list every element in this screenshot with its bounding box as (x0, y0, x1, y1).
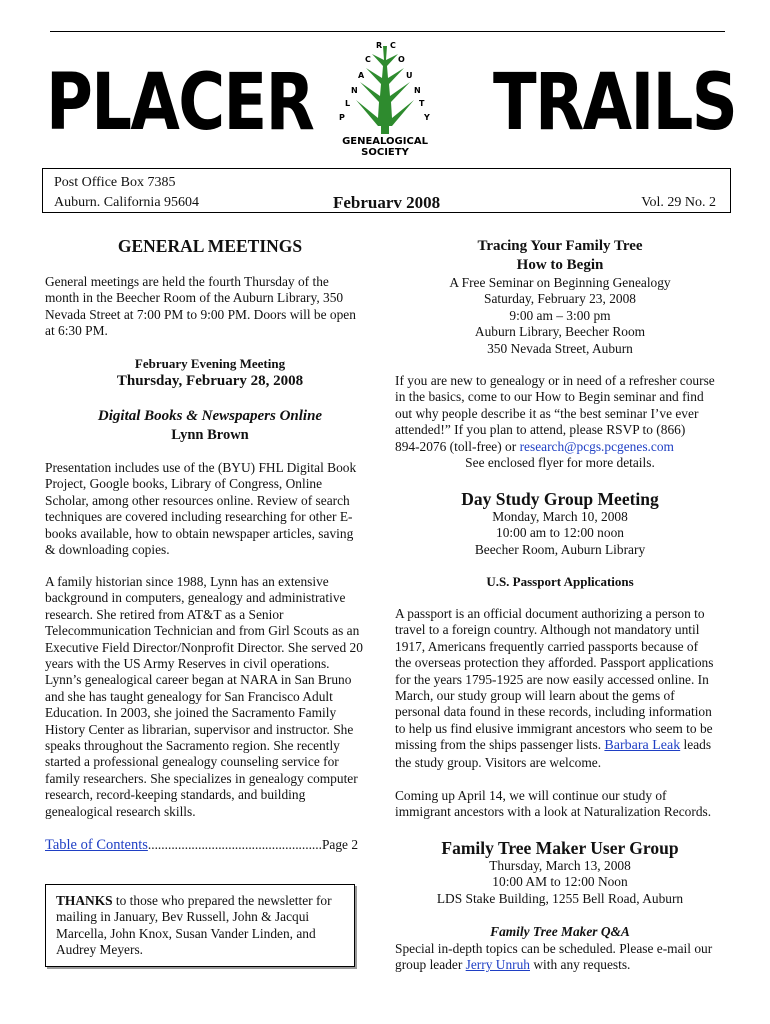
ftm-details: Thursday, March 13, 2008 10:00 AM to 12:00 Noon LDS Stake Building, 1255 Bell Road, Auburn (436, 858, 684, 906)
logo-letter: U (406, 71, 413, 80)
volume-number: Vol. 29 No. 2 (641, 195, 716, 210)
speaker-name: Lynn Brown (171, 427, 249, 443)
jerry-unruh-link[interactable]: Jerry Unruh (465, 957, 530, 973)
logo-letter: O (398, 55, 405, 64)
logo-letter: A (358, 71, 365, 80)
logo-letter: N (414, 86, 421, 95)
study-group-heading: Day Study Group Meeting (461, 489, 659, 509)
evening-meeting-label: February Evening Meeting (134, 356, 286, 371)
logo-text-society: SOCIETY (361, 147, 409, 158)
tree-trunk (381, 118, 389, 134)
seminar-details: A Free Seminar on Beginning Genealogy Saturday, February 23, 2008 9:00 am – 3:00 pm Auburn Library, Beecher Room 350 Nevada Street, Auburn (449, 275, 671, 356)
toc-line (45, 837, 380, 854)
passport-heading: U.S. Passport Applications (486, 574, 634, 589)
logo-letter: C (365, 55, 371, 64)
presentation-paragraph: Presentation includes use of the (BYU) FHL Digital Book Project, Google books, Library of Congress, Online Scholar, among other resources online. Review of search techniques are covered including researching for other E- books available, how to obtain newspaper articles, saving & downloading copies. (45, 460, 357, 558)
logo-letter: R (376, 41, 383, 50)
toc-page: Page 2 (321, 837, 359, 852)
logo-letter: Y (424, 113, 430, 122)
upcoming-paragraph: Coming up April 14, we will continue our study of immigrant ancestors with a look at Naturalization Records. (395, 788, 712, 820)
rsvp-email-link[interactable]: research@pcgs.pcgenes.com (519, 438, 674, 454)
toc-link[interactable]: Table of Contents (45, 837, 148, 853)
seminar-title-2: How to Begin (516, 257, 604, 273)
thanks-bold: THANKS (56, 893, 113, 908)
logo-letter: T (419, 99, 425, 108)
study-group-details: Monday, March 10, 2008 10:00 am to 12:00 noon Beecher Room, Auburn Library (474, 509, 646, 557)
logo-letter: C (390, 41, 396, 50)
general-meetings-intro: General meetings are held the fourth Thursday of the month in the Beecher Room of the Auburn Library, 350 Nevada Street at 7:00 PM to 9:00 PM. Doors will be open at 6:30 PM. (45, 274, 356, 339)
info-box (42, 168, 731, 213)
barbara-leak-link[interactable]: Barbara Leak (604, 738, 681, 754)
masthead-left: PLACER (46, 58, 314, 148)
logo-letter: P (339, 113, 345, 122)
logo-letter: L (345, 99, 351, 108)
speaker-bio: A family historian since 1988, Lynn has an extensive background in computers, genealogy and administrative research. She retired from AT&T as a Senior Telecommunication Technician and from Girl Scouts as an Executive Field Director/Nonprofit Director. She served 20 years with the US Army Reserves in civil operations. Lynn’s genealogical career began at NARA in San Bruno and she has taught genealogy for San Francisco Adult Education. In 2003, she joined the Sacramento Family History Center as librarian, supervisor and instructor. She speaks throughout the Sacramento region. She recently started a professional genealogy counseling service for family researchers. She specializes in genealogy computer research, record-keeping standards, and building genealogical research skills. (45, 574, 363, 819)
ftm-qa-heading: Family Tree Maker Q&A (490, 924, 630, 939)
seminar-body: If you are new to genealogy or in need of a refresher course in the basics, come to our How to Begin seminar and find out why people describe it as “the best seminar I’ve ever attended!” If you plan to attend, please RSVP to (866) 894-2076 (toll-free) or research@pcgs.pcgenes.com See enclosed flyer for more details. (395, 373, 715, 471)
tree-logo (330, 38, 440, 160)
evening-meeting-date: Thursday, February 28, 2008 (116, 373, 304, 389)
issue-date: Februarv 2008 (333, 193, 441, 212)
top-rule (50, 31, 725, 32)
address-line-1: Post Office Box 7385 (54, 175, 176, 190)
address-line-2: Auburn. California 95604 (54, 195, 200, 210)
talk-title: Digital Books & Newspapers Online (97, 408, 323, 424)
ftm-heading: Family Tree Maker User Group (441, 838, 679, 858)
passport-body: A passport is an official document authorizing a person to travel to a foreign country. Although not mandatory until 1917, Americans frequently carried passports because of the overseas protection they afforded. Passport applications for the years 1795-1925 are now easily accessed online. In March, our study group will learn about the gems of personal data found in these records, including information to help us find elusive immigrant ancestors who seem to be missing from the ships passenger lists. Barbara Leak leads the study group. Visitors are welcome. (395, 606, 714, 770)
logo-letter: N (351, 86, 358, 95)
thanks-box: THANKS to those who prepared the newsletter for mailing in January, Bev Russell, John & Jacqui Marcella, John Knox, Susan Vander Linden, and Audrey Meyers. (45, 884, 355, 967)
toc-leader: .................................................... (147, 837, 322, 852)
general-meetings-heading: GENERAL MEETINGS (117, 236, 303, 256)
masthead-right: TRAILS (493, 58, 737, 148)
ftm-body: Special in-depth topics can be scheduled. Please e-mail our group leader Jerry Unruh with any requests. (395, 941, 713, 973)
logo-text-genealogical: GENEALOGICAL (342, 136, 428, 147)
seminar-title-1: Tracing Your Family Tree (477, 238, 643, 254)
